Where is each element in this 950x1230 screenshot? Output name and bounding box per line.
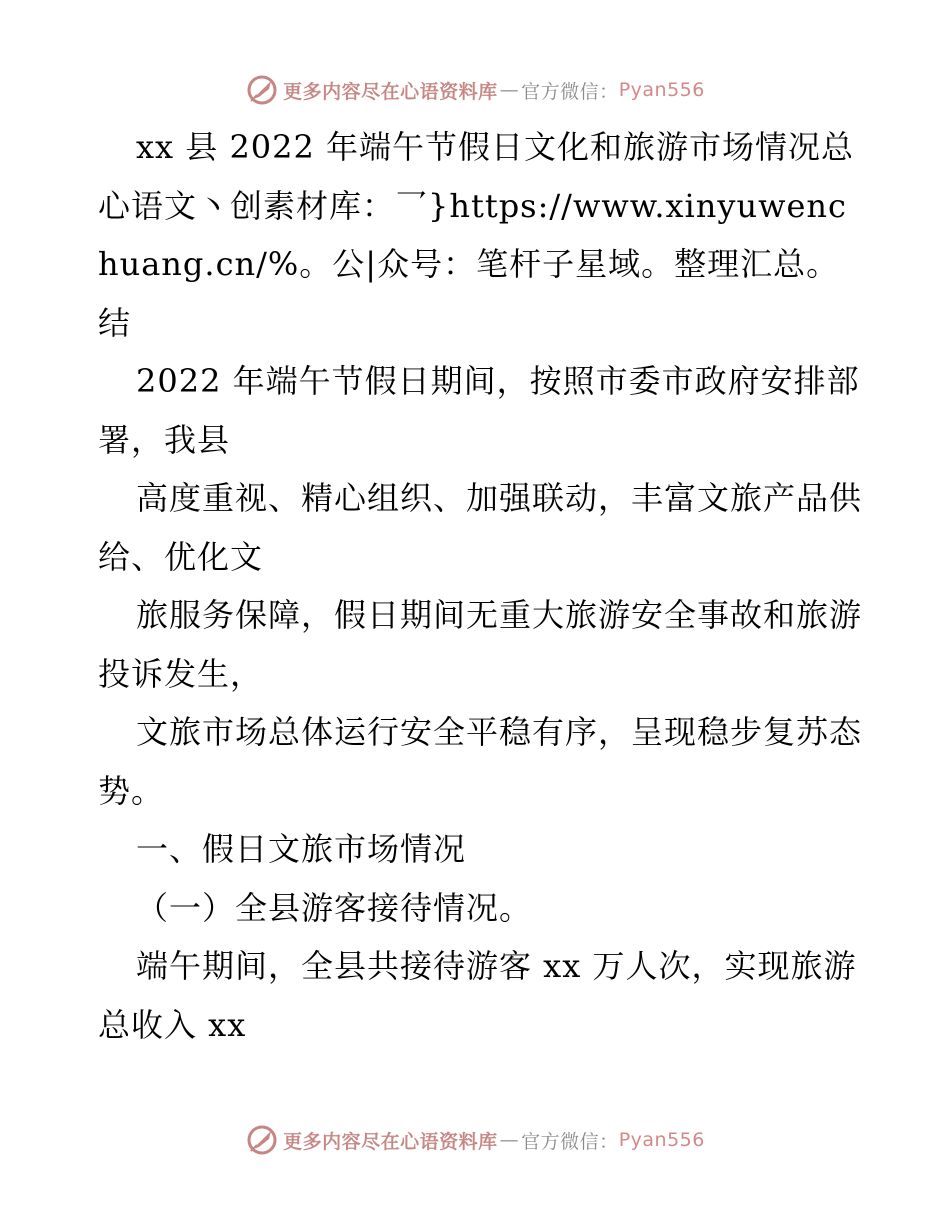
watermark-wechat-id: Pyan556 bbox=[618, 1129, 705, 1151]
document-body bbox=[98, 118, 868, 1054]
watermark-label: 官方微信： bbox=[521, 80, 619, 103]
section-heading: 一、假日文旅市场情况 bbox=[136, 830, 467, 868]
watermark-label: 官方微信： bbox=[521, 1130, 619, 1153]
watermark-separator: — bbox=[499, 1129, 520, 1151]
watermark-separator: — bbox=[499, 79, 520, 101]
subsection-heading: （一）全县游客接待情况。 bbox=[136, 888, 533, 927]
quill-logo-icon bbox=[245, 1123, 279, 1157]
header-watermark bbox=[0, 70, 950, 110]
paragraph-title: xx 县 2022 年端午节假日文化和旅游市场情况总心语文丶创素材库：乛}https://www.xinyuwenchuang.cn/%。公|众号：笔杆子星域。整理汇总。结 bbox=[98, 128, 855, 342]
watermark-wechat-id: Pyan556 bbox=[618, 79, 705, 101]
watermark-main-text: 更多内容尽在心语资料库 bbox=[283, 80, 498, 103]
paragraph: 端午期间，全县共接待游客 xx 万人次，实现旅游总收入 xx bbox=[98, 947, 857, 1044]
watermark-main-text: 更多内容尽在心语资料库 bbox=[283, 1130, 498, 1153]
paragraph: 2022 年端午节假日期间，按照市委市政府安排部署，我县 bbox=[98, 362, 860, 459]
quill-logo-icon bbox=[245, 73, 279, 107]
paragraph: 文旅市场总体运行安全平稳有序，呈现稳步复苏态势。 bbox=[98, 713, 863, 810]
paragraph: 高度重视、精心组织、加强联动，丰富文旅产品供给、优化文 bbox=[98, 479, 863, 576]
footer-watermark bbox=[0, 1120, 950, 1160]
paragraph: 旅服务保障，假日期间无重大旅游安全事故和旅游投诉发生， bbox=[98, 596, 863, 693]
